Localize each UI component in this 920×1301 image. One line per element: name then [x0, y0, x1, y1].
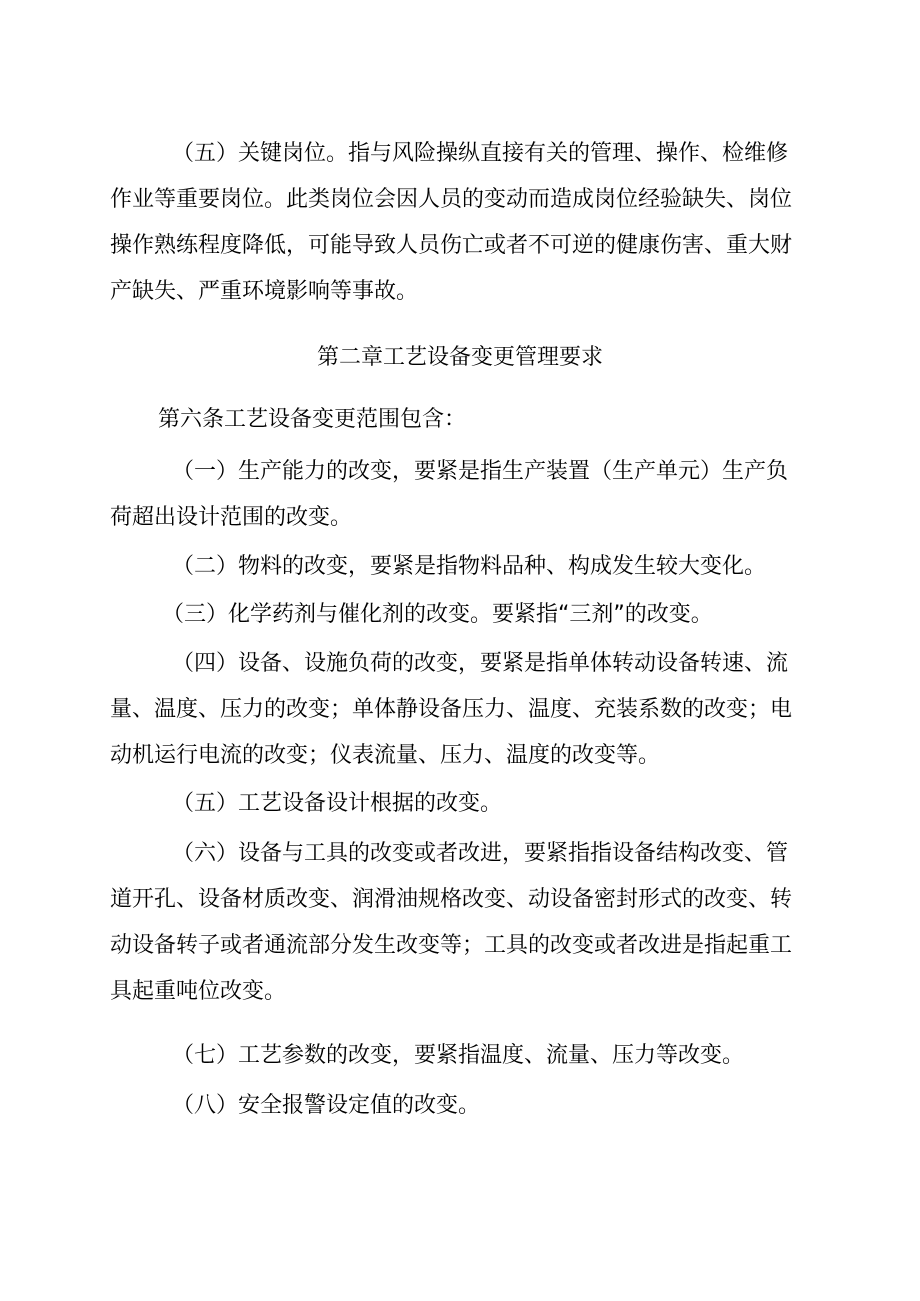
text-line: 操作熟练程度降低，可能导致人员伤亡或者不可逆的健康伤害、重大财: [110, 233, 793, 258]
article-six: [0, 397, 920, 443]
text-line: 第六条工艺设备变更范围包含：: [158, 407, 467, 432]
item-seven: [0, 1033, 920, 1079]
chapter-title: 第二章工艺设备变更管理要求: [316, 345, 603, 370]
paragraph-key-positions: [0, 131, 920, 315]
text-line: （六）设备与工具的改变或者改进，要紧指指设备结构改变、管: [172, 841, 789, 866]
text-line: 动机运行电流的改变；仪表流量、压力、温度的改变等。: [110, 743, 661, 768]
text-line: 作业等重要岗位。此类岗位会因人员的变动而造成岗位经验缺失、岗位: [110, 187, 793, 212]
text-line: （三）化学药剂与催化剂的改变。要紧指“三剂”的改变。: [162, 602, 713, 627]
text-line: 产缺失、严重环境影响等事故。: [110, 279, 419, 304]
text-line: （五）工艺设备设计根据的改变。: [172, 791, 503, 816]
text-line: 动设备转子或者通流部分发生改变等；工具的改变或者改进是指起重工: [110, 933, 793, 958]
text-line: 道开孔、设备材质改变、润滑油规格改变、动设备密封形式的改变、转: [110, 887, 793, 912]
text-line: 量、温度、压力的改变；单体静设备压力、温度、充装系数的改变；电: [110, 697, 793, 722]
text-line: 具起重吨位改变。: [110, 979, 287, 1004]
text-line: （二）物料的改变，要紧是指物料品种、构成发生较大变化。: [172, 554, 767, 579]
text-line: （八）安全报警设定值的改变。: [172, 1093, 481, 1118]
item-three: [0, 592, 920, 638]
item-five: [0, 781, 920, 827]
item-four: [0, 641, 920, 779]
item-two: [0, 544, 920, 590]
text-line: （五）关键岗位。指与风险操纵直接有关的管理、操作、检维修: [172, 141, 789, 166]
text-line: （七）工艺参数的改变，要紧指温度、流量、压力等改变。: [172, 1043, 745, 1068]
item-one: [0, 449, 920, 541]
item-eight: [0, 1083, 920, 1129]
text-line: （一）生产能力的改变，要紧是指生产装置（生产单元）生产负: [172, 459, 789, 484]
text-line: 荷超出设计范围的改变。: [110, 505, 353, 530]
text-line: （四）设备、设施负荷的改变，要紧是指单体转动设备转速、流: [172, 651, 789, 676]
item-six: [0, 831, 920, 1015]
